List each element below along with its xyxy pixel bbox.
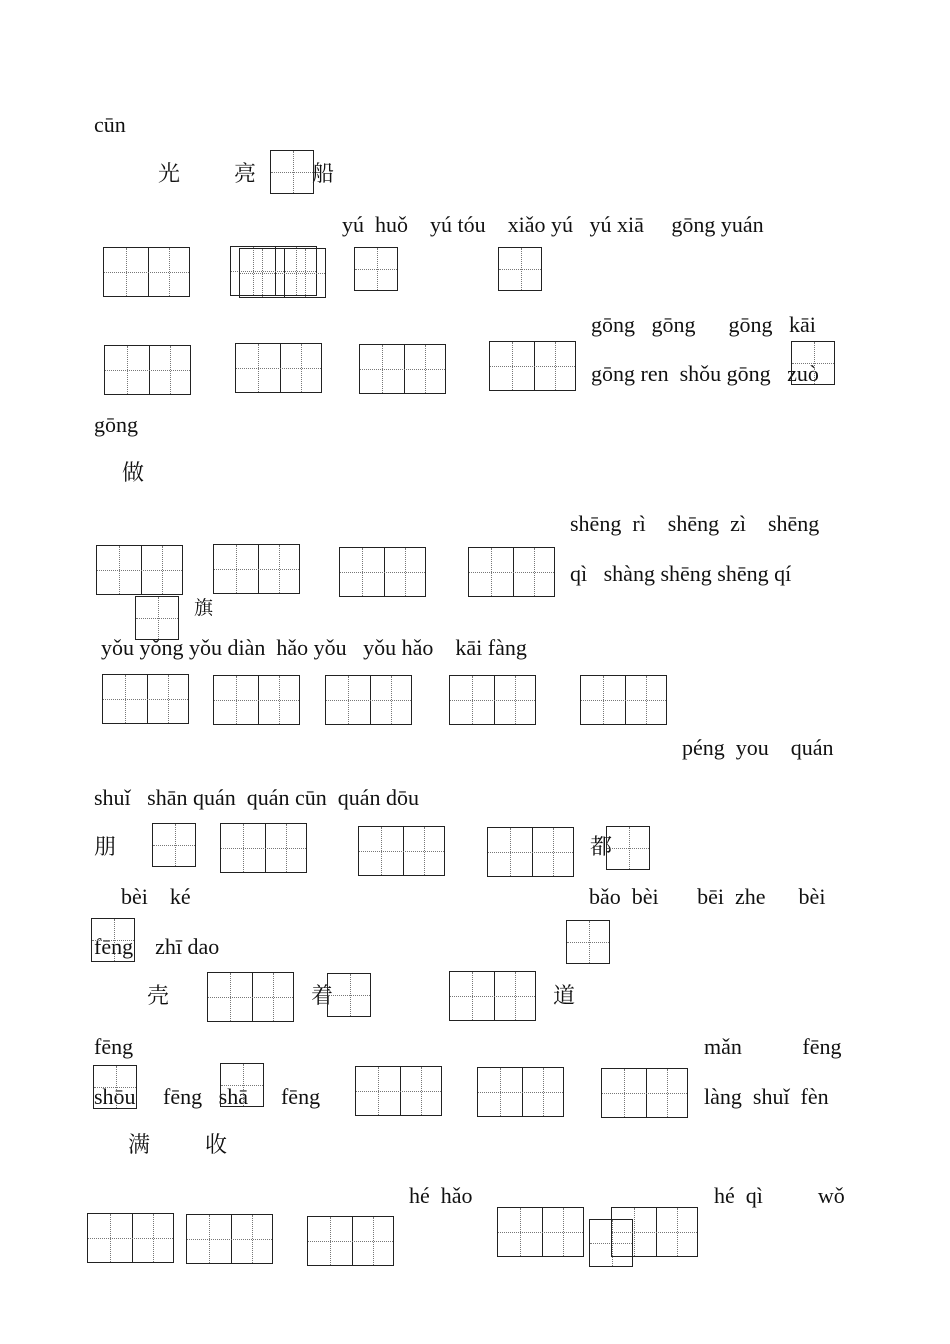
writing-box-double xyxy=(449,675,536,725)
cell-guide-horizontal xyxy=(103,699,188,700)
cell-guide-horizontal xyxy=(328,995,370,996)
cell-guide-horizontal xyxy=(478,1092,563,1093)
cell-guide-horizontal xyxy=(214,569,299,570)
writing-box-double xyxy=(186,1214,273,1264)
pinyin-line-1: cūn xyxy=(94,112,126,137)
pinyin-line-2: yú huǒ yú tóu xiǎo yú yú xiā gōng yuán xyxy=(342,212,764,237)
writing-box-single xyxy=(791,341,835,385)
pinyin-line-11b: bǎo bèi bēi zhe bèi xyxy=(589,884,826,909)
writing-box-single xyxy=(606,826,650,870)
writing-box-double xyxy=(102,674,189,724)
pinyin-line-7: qì shàng shēng shēng qí xyxy=(570,561,792,586)
writing-box-double xyxy=(213,544,300,594)
cell-guide-horizontal xyxy=(359,851,444,852)
writing-box-single xyxy=(91,918,135,962)
cell-guide-horizontal xyxy=(607,848,649,849)
char-qi: 旗 xyxy=(194,598,214,619)
char-shou: 收 xyxy=(205,1132,228,1157)
cell-guide-horizontal xyxy=(499,269,541,270)
pinyin-line-10: shuǐ shān quán quán cūn quán dōu xyxy=(94,785,420,810)
pinyin-line-3: gōng gōng gōng kāi xyxy=(591,312,816,337)
cell-guide-horizontal xyxy=(105,370,190,371)
writing-box-double xyxy=(489,341,576,391)
cell-guide-horizontal xyxy=(602,1093,687,1094)
char-ke: 壳 xyxy=(147,983,170,1008)
writing-box-double xyxy=(220,823,307,873)
cell-guide-horizontal xyxy=(236,368,321,369)
cell-guide-horizontal xyxy=(490,366,575,367)
char-liang: 亮 xyxy=(234,161,257,186)
cell-guide-horizontal xyxy=(469,572,554,573)
pinyin-line-13b: mǎn fēng xyxy=(704,1034,842,1059)
writing-box-double xyxy=(355,1066,442,1116)
cell-guide-horizontal xyxy=(104,272,189,273)
writing-box-single xyxy=(566,920,610,964)
cell-guide-horizontal xyxy=(450,700,535,701)
writing-box-double xyxy=(103,247,190,297)
writing-box-double xyxy=(358,826,445,876)
cell-guide-horizontal xyxy=(240,273,325,274)
pinyin-line-4: gōng ren shǒu gōng zuò xyxy=(591,361,819,386)
writing-box-double xyxy=(468,547,555,597)
cell-guide-horizontal xyxy=(488,852,573,853)
writing-box-single xyxy=(93,1065,137,1109)
writing-box-single xyxy=(220,1063,264,1107)
cell-guide-horizontal xyxy=(450,996,535,997)
writing-box-single xyxy=(354,247,398,291)
cell-guide-horizontal xyxy=(355,269,397,270)
writing-box-double xyxy=(104,345,191,395)
pinyin-line-14b: làng shuǐ fèn xyxy=(704,1084,829,1109)
writing-box-double xyxy=(96,545,183,595)
pinyin-line-15a: hé hǎo xyxy=(409,1183,473,1208)
pinyin-line-15b: hé qì wǒ xyxy=(714,1183,845,1208)
writing-box-double xyxy=(325,675,412,725)
char-dou: 都 xyxy=(590,834,613,859)
pinyin-line-12: fēng zhī dao xyxy=(94,934,220,959)
writing-box-double xyxy=(339,547,426,597)
writing-box-double xyxy=(87,1213,174,1263)
writing-box-double xyxy=(207,972,294,1022)
writing-box-single xyxy=(270,150,314,194)
cell-guide-horizontal xyxy=(340,572,425,573)
writing-box-double xyxy=(359,344,446,394)
writing-box-single xyxy=(152,823,196,867)
char-zuo: 做 xyxy=(122,460,145,485)
writing-box-double xyxy=(235,343,322,393)
pinyin-line-9: péng you quán xyxy=(682,735,834,760)
char-guang: 光 xyxy=(158,161,181,186)
cell-guide-horizontal xyxy=(498,1232,583,1233)
cell-guide-horizontal xyxy=(94,1087,136,1088)
writing-box-single xyxy=(135,596,179,640)
writing-box-double xyxy=(487,827,574,877)
cell-guide-horizontal xyxy=(214,700,299,701)
writing-box-single xyxy=(327,973,371,1017)
writing-box-double xyxy=(477,1067,564,1117)
cell-guide-horizontal xyxy=(792,363,834,364)
cell-guide-horizontal xyxy=(97,570,182,571)
cell-guide-horizontal xyxy=(326,700,411,701)
writing-box-double xyxy=(307,1216,394,1266)
cell-guide-horizontal xyxy=(356,1091,441,1092)
cell-guide-horizontal xyxy=(221,1085,263,1086)
cell-guide-horizontal xyxy=(92,940,134,941)
cell-guide-horizontal xyxy=(308,1241,393,1242)
cell-guide-horizontal xyxy=(567,942,609,943)
writing-box-double xyxy=(239,248,326,298)
cell-guide-horizontal xyxy=(360,369,445,370)
writing-box-double xyxy=(601,1068,688,1118)
cell-guide-horizontal xyxy=(88,1238,173,1239)
pinyin-line-6: shēng rì shēng zì shēng xyxy=(570,511,820,536)
char-man: 满 xyxy=(128,1132,151,1157)
cell-guide-horizontal xyxy=(581,700,666,701)
cell-guide-horizontal xyxy=(221,848,306,849)
writing-box-double xyxy=(580,675,667,725)
writing-box-double xyxy=(497,1207,584,1257)
pinyin-line-5: gōng xyxy=(94,412,138,437)
cell-guide-horizontal xyxy=(153,845,195,846)
pinyin-line-14a: shōu fēng shā fēng xyxy=(94,1084,321,1109)
char-zhe: 着 xyxy=(311,983,334,1008)
char-chuan: 船 xyxy=(312,161,335,186)
cell-guide-horizontal xyxy=(612,1232,697,1233)
writing-box-single xyxy=(498,247,542,291)
char-dao: 道 xyxy=(553,983,576,1008)
cell-guide-horizontal xyxy=(187,1239,272,1240)
pinyin-line-8: yǒu yǒng yǒu diàn hǎo yǒu yǒu hǎo kāi fàng xyxy=(101,635,527,660)
cell-guide-horizontal xyxy=(136,618,178,619)
char-peng: 朋 xyxy=(94,834,117,859)
pinyin-line-13a: fēng xyxy=(94,1034,134,1059)
cell-guide-horizontal xyxy=(271,172,313,173)
pinyin-line-11a: bèi ké xyxy=(121,884,191,909)
writing-box-double xyxy=(449,971,536,1021)
writing-box-double xyxy=(213,675,300,725)
writing-box-double xyxy=(611,1207,698,1257)
cell-guide-horizontal xyxy=(208,997,293,998)
